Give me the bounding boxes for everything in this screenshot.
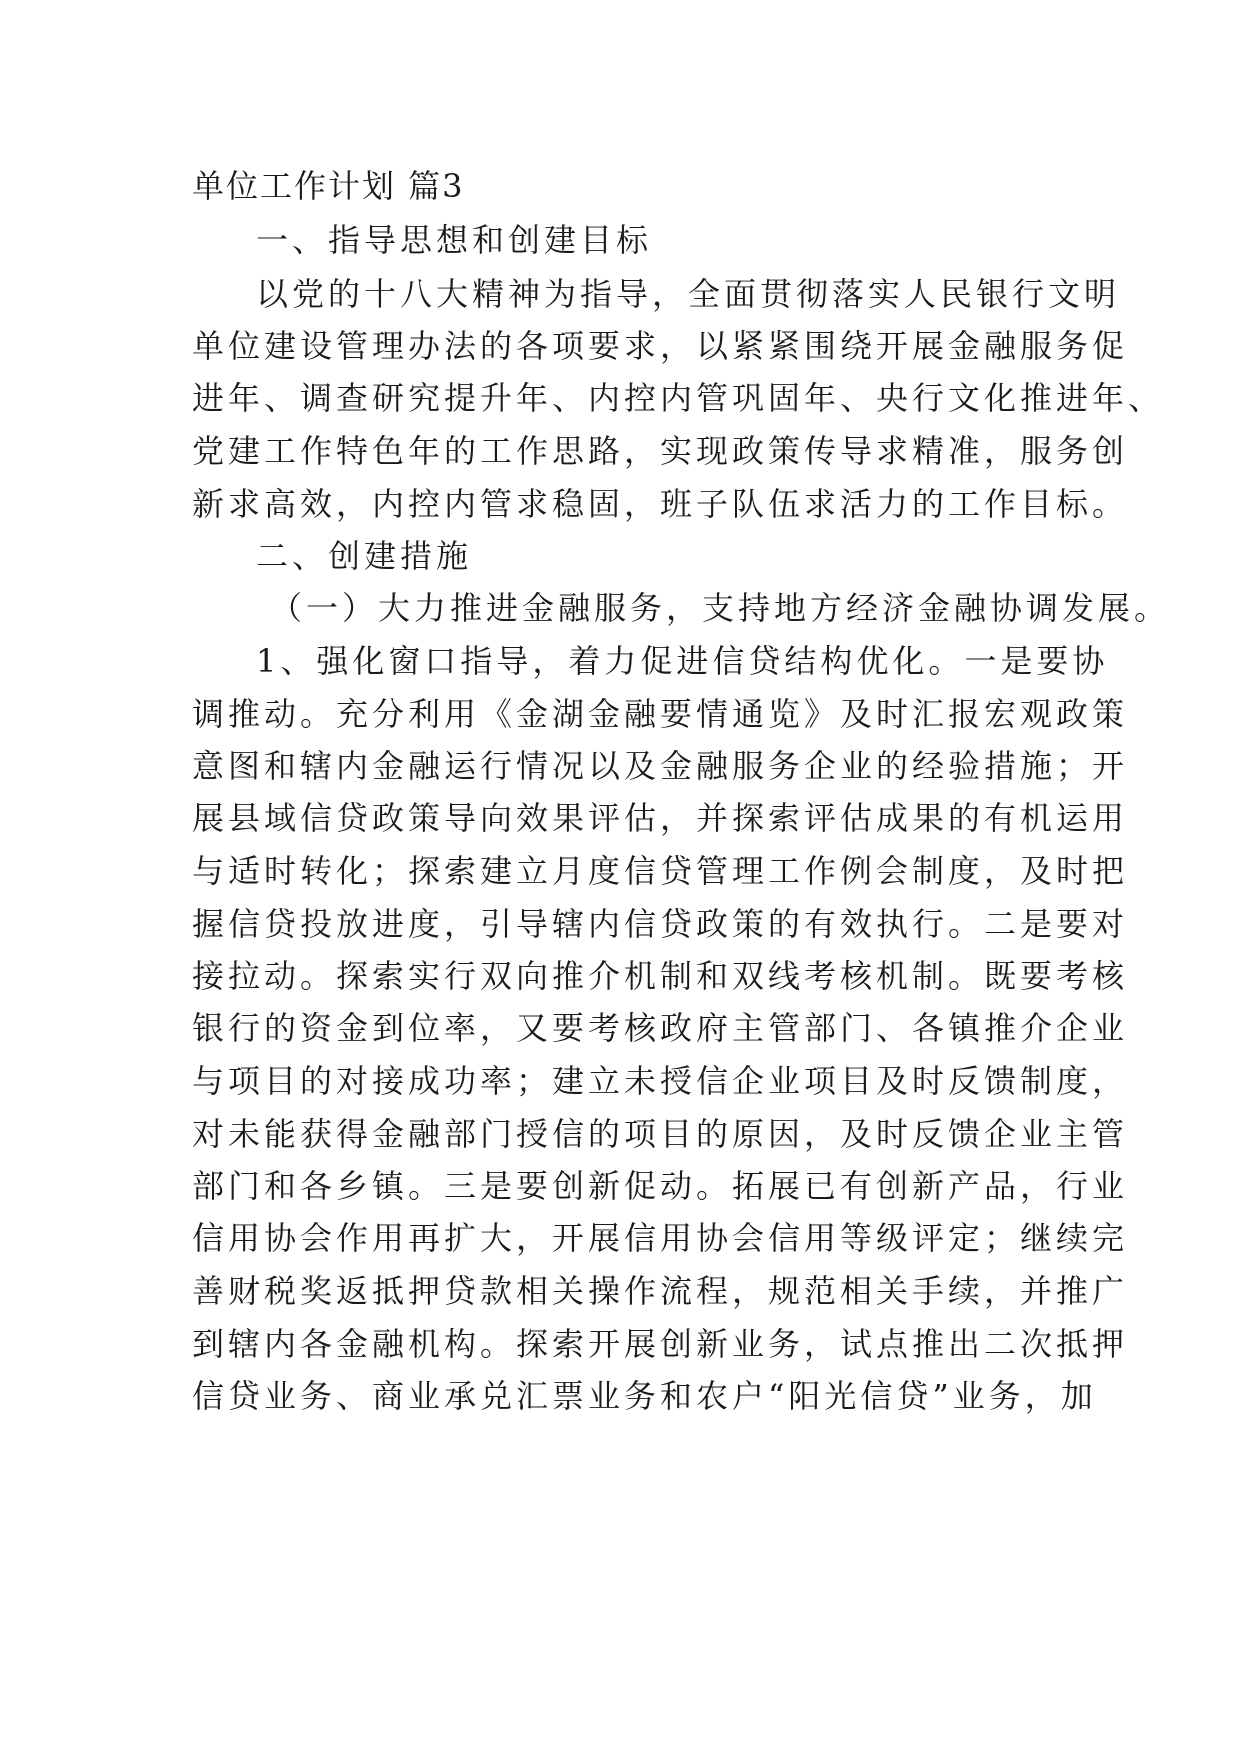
paragraph-line: 部门和各乡镇。三是要创新促动。拓展已有创新产品，行业 bbox=[192, 1167, 1129, 1205]
paragraph-line: 新求高效，内控内管求稳固，班子队伍求活力的工作目标。 bbox=[192, 485, 1129, 523]
paragraph-line: 与项目的对接成功率；建立未授信企业项目及时反馈制度， bbox=[192, 1062, 1129, 1100]
paragraph-line: 接拉动。探索实行双向推介机制和双线考核机制。既要考核 bbox=[192, 957, 1129, 995]
paragraph-line: 与适时转化；探索建立月度信贷管理工作例会制度，及时把 bbox=[192, 852, 1129, 890]
paragraph-line: 展县域信贷政策导向效果评估，并探索评估成果的有机运用 bbox=[192, 799, 1129, 837]
paragraph-line: 单位建设管理办法的各项要求，以紧紧围绕开展金融服务促 bbox=[192, 327, 1129, 365]
paragraph-line: 善财税奖返抵押贷款相关操作流程，规范相关手续，并推广 bbox=[192, 1272, 1129, 1310]
paragraph-line: 1、强化窗口指导，着力促进信贷结构优化。一是要协 bbox=[256, 642, 1109, 680]
paragraph-line: 以党的十八大精神为指导，全面贯彻落实人民银行文明 bbox=[256, 275, 1121, 313]
paragraph-line: 意图和辖内金融运行情况以及金融服务企业的经验措施；开 bbox=[192, 747, 1129, 785]
paragraph-line: 信用协会作用再扩大，开展信用协会信用等级评定；继续完 bbox=[192, 1219, 1129, 1257]
paragraph-line: 银行的资金到位率，又要考核政府主管部门、各镇推介企业 bbox=[192, 1009, 1129, 1047]
paragraph-line: 调推动。充分利用《金湖金融要情通览》及时汇报宏观政策 bbox=[192, 695, 1129, 733]
document-title: 单位工作计划 篇3 bbox=[192, 167, 465, 205]
paragraph-line: 党建工作特色年的工作思路，实现政策传导求精准，服务创 bbox=[192, 432, 1129, 470]
subsection-heading: （一）大力推进金融服务，支持地方经济金融协调发展。 bbox=[270, 589, 1171, 627]
paragraph-line: 到辖内各金融机构。探索开展创新业务，试点推出二次抵押 bbox=[192, 1325, 1129, 1363]
paragraph-line: 对未能获得金融部门授信的项目的原因，及时反馈企业主管 bbox=[192, 1115, 1129, 1153]
section-heading-2: 二、创建措施 bbox=[256, 537, 473, 575]
paragraph-line: 进年、调查研究提升年、内控内管巩固年、央行文化推进年、 bbox=[192, 379, 1165, 417]
paragraph-line: 握信贷投放进度，引导辖内信贷政策的有效执行。二是要对 bbox=[192, 905, 1129, 943]
paragraph-line: 信贷业务、商业承兑汇票业务和农户“阳光信贷”业务，加 bbox=[192, 1377, 1097, 1415]
section-heading-1: 一、指导思想和创建目标 bbox=[256, 221, 653, 259]
